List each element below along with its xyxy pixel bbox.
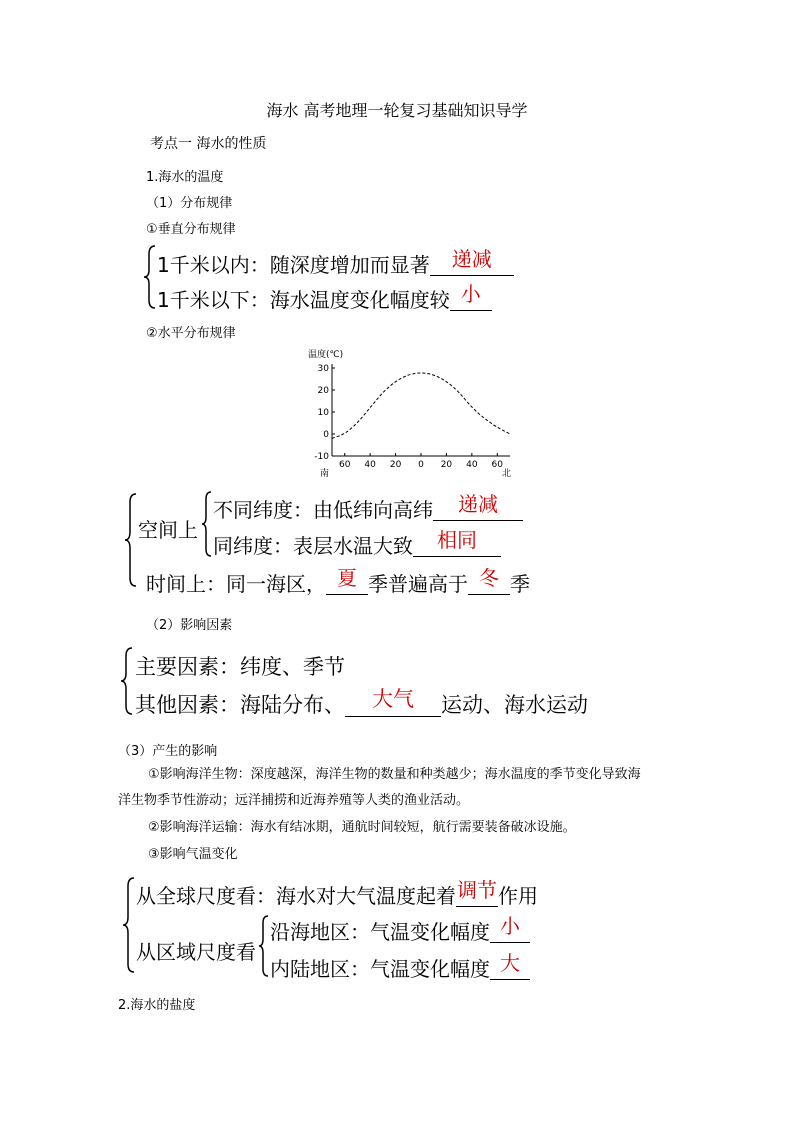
climate-inland-text: 内陆地区：气温变化幅度: [270, 957, 490, 981]
factors-main: 主要因素：纬度、季节: [135, 655, 345, 679]
x-tick-label: 40: [364, 460, 376, 470]
section-heading: 考点一 海水的性质: [150, 136, 267, 152]
effects-p1-line1: ①影响海洋生物：深度越深，海洋生物的数量和种类越少；海水温度的季节变化导致海: [148, 767, 641, 782]
climate-global-text: 从全球尺度看：海水对大气温度起着: [136, 884, 456, 908]
space-answer-2-blank: [413, 528, 501, 557]
x-tick-label: 60: [491, 460, 504, 470]
effects-p3: ③影响气温变化: [148, 847, 238, 862]
brace-climate: [122, 876, 136, 974]
space-answer-1: 递减: [458, 492, 498, 516]
climate-global-answer: 调节: [457, 878, 497, 902]
x-tick-label: 60: [338, 460, 351, 470]
climate-coast-blank: [490, 914, 530, 943]
temperature-chart: [306, 346, 520, 480]
time-text-c: 季: [510, 572, 530, 596]
y-tick-label: 10: [317, 408, 329, 418]
x-tick-label: 20: [389, 460, 402, 470]
subheading-temperature: 1.海水的温度: [146, 170, 224, 185]
vertical-label: ①垂直分布规律: [146, 222, 236, 237]
vertical-answer-2: 小: [460, 282, 481, 306]
climate-coast-answer: 小: [500, 914, 520, 938]
climate-inland-blank: [490, 951, 530, 980]
brace-outer: [124, 492, 138, 588]
subheading-salinity: 2.海水的盐度: [118, 998, 196, 1013]
x-tick-label: 20: [440, 460, 453, 470]
space-answer-2: 相同: [437, 528, 477, 552]
factors-label: （2）影响因素: [146, 618, 233, 633]
factors-answer-blank: [345, 687, 441, 717]
time-answer-a: 夏: [337, 566, 357, 590]
effects-p1-line2: 洋生物季节性游动；远洋捕捞和近海养殖等人类的渔业活动。: [118, 793, 470, 808]
factors-answer: 大气: [372, 687, 414, 711]
y-tick-label: 0: [323, 430, 329, 440]
time-answer-b: 冬: [479, 566, 499, 590]
vertical-line-2-text: 1千米以下：海水温度变化幅度较: [157, 288, 450, 312]
space-line-2-text: 同纬度：表层水温大致: [213, 534, 413, 558]
factors-other: [135, 689, 588, 719]
vertical-line-1: [157, 249, 514, 278]
factors-other-text-a: 其他因素：海陆分布、: [135, 693, 345, 717]
climate-global-tail: 作用: [498, 884, 538, 908]
climate-regional-label: 从区域尺度看: [136, 940, 256, 964]
y-tick-label: 30: [317, 364, 329, 374]
x-tick-label: 40: [466, 460, 478, 470]
vertical-line-2: [157, 284, 492, 313]
horizontal-label: ②水平分布规律: [146, 326, 236, 341]
space-line-1-text: 不同纬度：由低纬向高纬: [213, 498, 433, 522]
time-line: [146, 568, 530, 597]
time-text-a: 时间上：同一海区，: [146, 572, 326, 596]
time-answer-a-blank: [326, 566, 368, 595]
climate-global-blank: [456, 878, 498, 907]
time-text-b: 季普遍高于: [368, 572, 468, 596]
space-answer-1-blank: [433, 492, 523, 521]
vertical-answer-1-blank: [430, 247, 514, 276]
vertical-line-1-text: 1千米以内：随深度增加而显著: [157, 253, 430, 277]
climate-global: [136, 880, 538, 909]
brace-space: [201, 490, 213, 558]
effects-p2: ②影响海洋运输：海水有结冰期，通航时间较短，航行需要装备破冰设施。: [148, 820, 576, 835]
climate-coast-text: 沿海地区：气温变化幅度: [270, 920, 490, 944]
page-title: 海水 高考地理一轮复习基础知识导学: [266, 101, 528, 120]
y-tick-label: 20: [317, 386, 329, 396]
x-left-label: 南: [320, 469, 330, 479]
space-label: 空间上: [138, 518, 198, 542]
climate-inland: [270, 953, 530, 982]
y-axis-label: 温度(℃): [308, 350, 344, 360]
climate-coast: [270, 916, 530, 945]
x-right-label: 北: [502, 469, 512, 479]
space-line-1: [213, 494, 523, 523]
effects-label: （3）产生的影响: [118, 744, 218, 759]
time-answer-b-blank: [468, 566, 510, 595]
y-tick-label: -10: [314, 452, 329, 462]
series-line: [332, 373, 510, 438]
vertical-answer-2-blank: [450, 282, 492, 311]
subheading-distribution: （1）分布规律: [146, 196, 233, 211]
brace-regional: [258, 914, 270, 978]
space-line-2: [213, 530, 501, 559]
brace-factors: [120, 646, 134, 716]
vertical-answer-1: 递减: [451, 247, 492, 271]
climate-inland-answer: 大: [500, 951, 520, 975]
x-tick-label: 0: [418, 460, 424, 470]
brace-vertical: [143, 244, 157, 310]
factors-other-text-b: 运动、海水运动: [441, 693, 588, 717]
